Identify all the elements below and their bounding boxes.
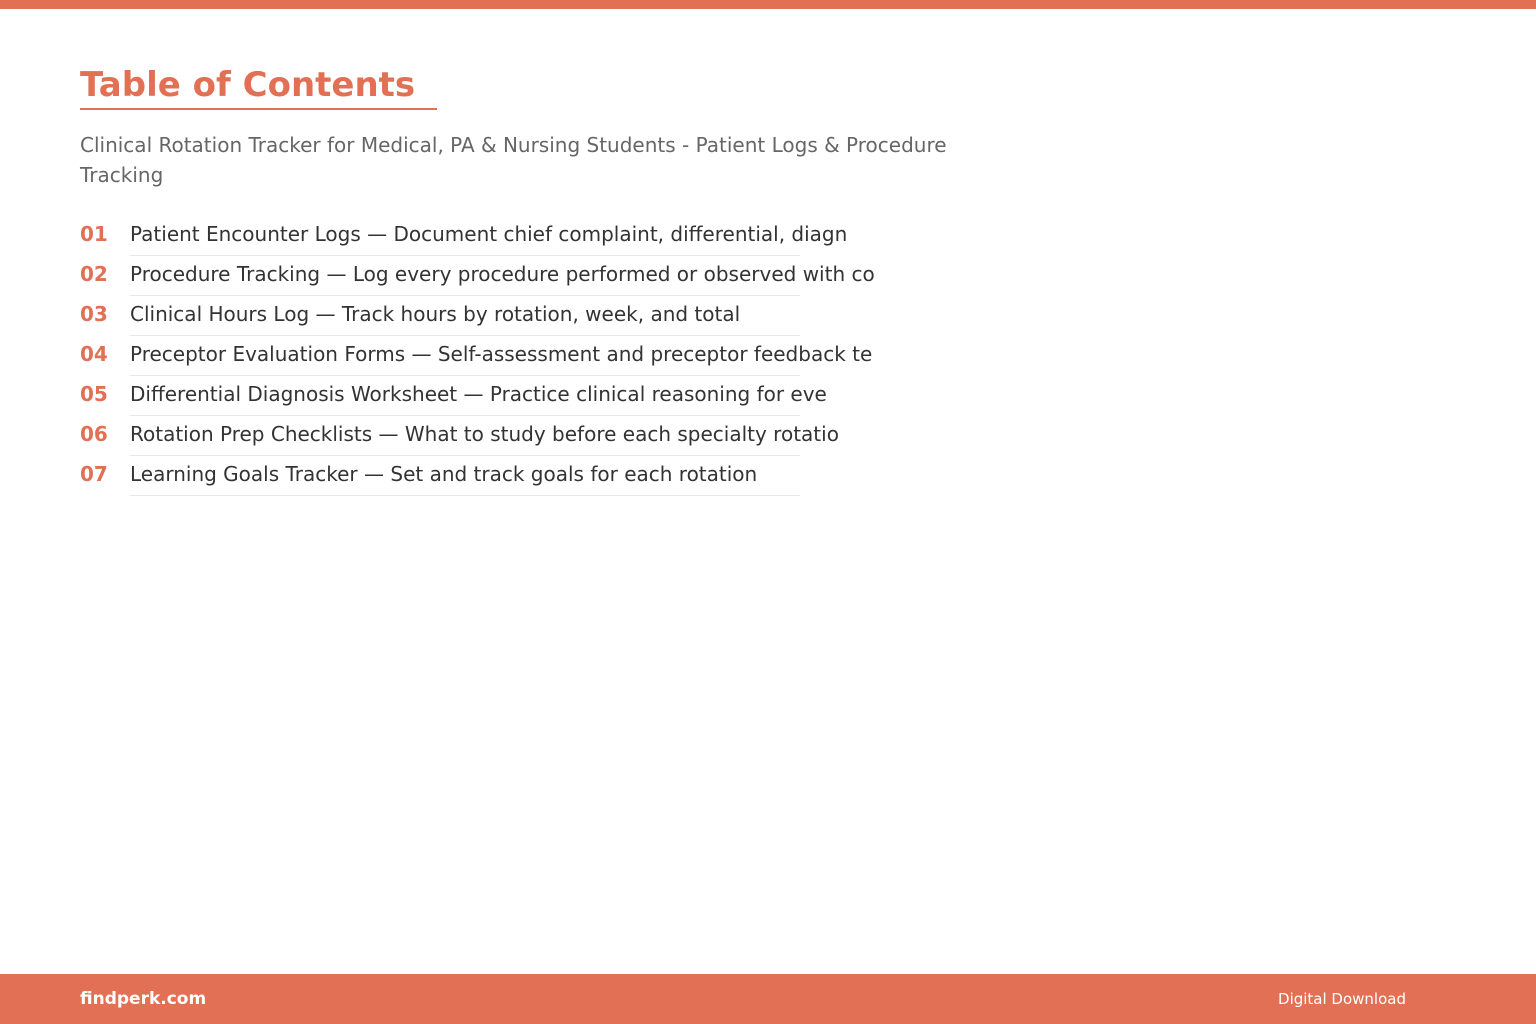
toc-item-02[interactable] [80,260,980,300]
toc-text: Preceptor Evaluation Forms — Self-assessment and preceptor feedback te [130,340,800,376]
footer-download-label: Digital Download [1278,990,1406,1008]
toc-item-06[interactable] [80,420,980,460]
toc-text: Procedure Tracking — Log every procedure performed or observed with co [130,260,800,296]
page-subtitle: Clinical Rotation Tracker for Medical, PA & Nursing Students - Patient Logs & Procedure Tracking [80,133,947,187]
footer-bar [0,974,1536,1024]
toc-item-07[interactable] [80,460,980,500]
table-of-contents [80,220,980,500]
toc-item-03[interactable] [80,300,980,340]
toc-number: 02 [80,262,108,286]
toc-item-01[interactable] [80,220,980,260]
footer-brand-link[interactable]: findperk.com [80,989,207,1009]
toc-number: 04 [80,342,108,366]
toc-text: Differential Diagnosis Worksheet — Practice clinical reasoning for eve [130,380,800,416]
toc-number: 06 [80,422,108,446]
page-content [80,62,980,500]
toc-text: Rotation Prep Checklists — What to study before each specialty rotatio [130,420,800,456]
toc-item-05[interactable] [80,380,980,420]
page-title: Table of Contents [80,62,437,110]
toc-number: 01 [80,222,108,246]
toc-text: Clinical Hours Log — Track hours by rotation, week, and total [130,300,800,336]
toc-number: 07 [80,462,108,486]
toc-item-04[interactable] [80,340,980,380]
toc-text: Learning Goals Tracker — Set and track goals for each rotation [130,460,800,496]
toc-number: 05 [80,382,108,406]
toc-number: 03 [80,302,108,326]
top-accent-bar [0,0,1536,9]
toc-text: Patient Encounter Logs — Document chief complaint, differential, diagn [130,220,800,256]
